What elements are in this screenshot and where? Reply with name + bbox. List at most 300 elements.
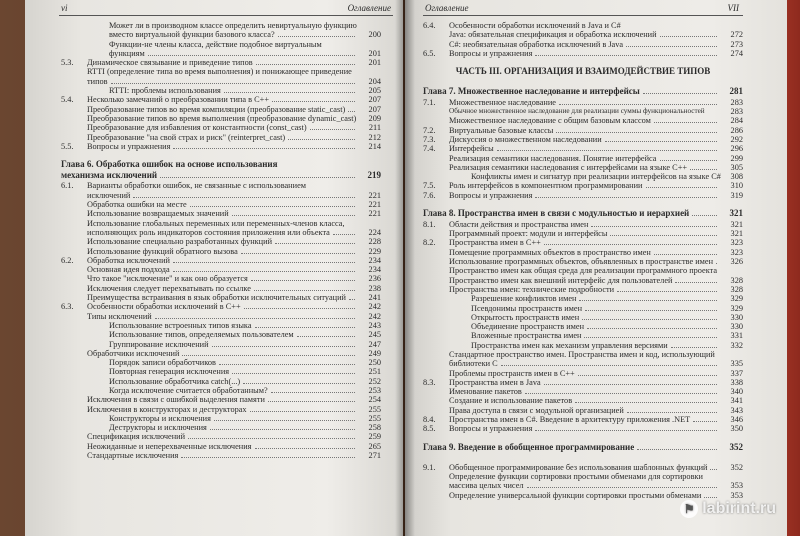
toc-row (61, 414, 381, 423)
toc-entry-title: Вопросы и упражнения (87, 141, 171, 151)
toc-leader-dots (582, 319, 717, 320)
toc-leader-dots (693, 421, 717, 422)
toc-entry-title: Обработка ошибки на месте (87, 200, 187, 210)
toc-section-number: 8.1. (423, 219, 436, 229)
toc-page-number: 229 (368, 246, 381, 256)
toc-entry-title: Что такое "исключение" и как оно образуется (87, 274, 248, 284)
toc-entry-title: Вопросы и упражнения (449, 48, 533, 58)
toc-leader-dots (654, 122, 717, 123)
toc-page-number: 242 (368, 302, 381, 312)
toc-entry-title: Интерфейсы (449, 144, 494, 154)
toc-entry-title: Множественное наследование с общим базовым классом (449, 116, 651, 126)
toc-page-number: 212 (368, 132, 381, 142)
toc-row (423, 238, 743, 247)
toc-row (423, 40, 743, 49)
toc-section-number: 8.3. (423, 377, 436, 387)
toc-entry-title: Преобразование "на свой страх и риск" (reinterpret_cast) (87, 132, 286, 142)
toc-row (61, 142, 381, 151)
toc-page-number: 258 (368, 423, 381, 433)
toc-leader-dots (626, 46, 717, 47)
toc-leader-dots (585, 310, 717, 311)
toc-entry-title: Именование пакетов (449, 387, 522, 397)
toc-page-number: 352 (730, 462, 743, 472)
toc-entry-title: Объединение пространств имен (471, 322, 585, 332)
toc-page-number: 321 (730, 229, 743, 239)
toc-leader-dots (610, 235, 717, 236)
toc-leader-dots (575, 402, 717, 403)
toc-leader-dots (579, 300, 717, 301)
toc-leader-dots (605, 141, 717, 142)
toc-page-number: 273 (730, 39, 743, 49)
toc-section-number: 5.4. (61, 95, 74, 105)
toc-row (423, 116, 743, 125)
toc-leader-dots (544, 384, 717, 385)
toc-leader-dots (716, 263, 717, 264)
toc-entry-title: Группирование исключений (109, 339, 209, 349)
toc-row (423, 350, 743, 359)
toc-leader-dots (643, 93, 717, 94)
toc-page-number: 281 (729, 86, 743, 97)
toc-row (423, 491, 743, 500)
toc-section-number: 6.2. (61, 255, 74, 265)
toc-chapter-title: Глава 6. Обработка ошибок на основе использования (61, 159, 278, 170)
toc-page-number: 200 (368, 30, 381, 40)
toc-leader-dots (212, 346, 355, 347)
toc-page-number: 219 (367, 169, 381, 180)
toc-entry-title: C#: необязательная обработка исключений в Java (449, 39, 624, 49)
toc-page-number: 221 (368, 200, 381, 210)
toc-page-number: 265 (368, 441, 381, 451)
toc-entry-title: Помещение программных объектов в пространство имен (449, 247, 651, 257)
toc-row (423, 331, 743, 340)
toc-page-number: 337 (730, 368, 743, 378)
toc-row (61, 395, 381, 404)
toc-entry-title: Вопросы и упражнения (449, 190, 533, 200)
toc-row (423, 144, 743, 153)
toc-leader-dots (268, 401, 355, 402)
toc-row (423, 294, 743, 303)
toc-leader-dots (627, 412, 717, 413)
toc-page-number: 255 (368, 413, 381, 423)
toc-leader-dots (210, 429, 355, 430)
toc-entry-title: Динамическое связывание и приведение типов (87, 58, 253, 68)
toc-page-number: 310 (730, 181, 743, 191)
toc-row (61, 95, 381, 104)
toc-row (423, 424, 743, 433)
right-header-rule (423, 15, 743, 16)
toc-entry-title: Порядок записи обработчиков (109, 358, 216, 368)
toc-chapter-row (423, 67, 743, 78)
toc-entry-title: Определение универсальной функции сортировки простыми обменами (449, 490, 702, 500)
toc-row (61, 58, 381, 67)
toc-row (61, 181, 381, 190)
toc-page-number: 201 (368, 58, 381, 68)
toc-entry-title: Множественное наследование (449, 97, 556, 107)
toc-chapter-row (423, 209, 743, 220)
toc-entry-title: массива целых чисел (449, 481, 524, 491)
toc-row (423, 172, 743, 181)
toc-row (423, 154, 743, 163)
toc-row (423, 266, 743, 275)
toc-row (61, 49, 381, 58)
toc-row (423, 49, 743, 58)
toc-entry-title: Преобразование типов во время выполнения (преобразование dynamic_cast) (87, 113, 357, 123)
toc-leader-dots (704, 497, 717, 498)
toc-entry-title: Проблемы пространств имен в C++ (449, 368, 575, 378)
toc-entry-title: RTTI: проблемы использования (109, 86, 221, 96)
toc-leader-dots (692, 215, 717, 216)
toc-leader-dots (232, 215, 355, 216)
toc-entry-title: функциям (109, 48, 145, 58)
toc-entry-title: Преобразование типов во время компиляции (преобразование static_cast) (87, 104, 346, 114)
toc-page-number: 308 (730, 172, 743, 182)
toc-leader-dots (278, 36, 355, 37)
toc-row (61, 423, 381, 432)
toc-leader-dots (525, 393, 717, 394)
toc-row (423, 369, 743, 378)
label-icon: ⚑ (680, 500, 698, 518)
toc-page-number: 207 (368, 104, 381, 114)
toc-leader-dots (660, 36, 717, 37)
toc-row (423, 126, 743, 135)
toc-page-number: 272 (730, 30, 743, 40)
toc-entry-title: Стандартное пространство имен. Пространства имен и код, использующий (449, 350, 715, 359)
toc-row (61, 219, 381, 228)
toc-page-number: 284 (730, 116, 743, 126)
toc-leader-dots (690, 169, 717, 170)
toc-row (61, 330, 381, 339)
toc-page-number: 296 (730, 144, 743, 154)
toc-row (423, 163, 743, 172)
toc-page-number: 259 (368, 432, 381, 442)
toc-row (61, 340, 381, 349)
toc-leader-dots (544, 244, 717, 245)
right-page-number: VII (727, 3, 739, 13)
toc-page-number: 352 (729, 441, 743, 452)
toc-section-number: 5.3. (61, 58, 74, 68)
toc-entry-title: Использование обработчика catch(...) (109, 376, 241, 386)
toc-row (61, 358, 381, 367)
toc-leader-dots (148, 55, 355, 56)
toc-entry-title: исполняющих роль индикаторов состояния приложения или объекта (87, 227, 330, 237)
toc-section-number: 6.1. (61, 181, 74, 191)
toc-row (423, 191, 743, 200)
toc-chapter-title: Глава 8. Пространства имен в связи с модульностью и иерархией (423, 208, 690, 219)
toc-row (423, 396, 743, 405)
toc-entry-title: вместо виртуальной функции базового класса? (109, 30, 275, 40)
toc-row (423, 257, 743, 266)
toc-leader-dots (535, 430, 717, 431)
toc-page-number: 299 (730, 153, 743, 163)
toc-entry-title: типов (87, 76, 108, 86)
toc-page-number: 353 (730, 481, 743, 491)
toc-leader-dots (188, 438, 355, 439)
toc-page-number: 221 (368, 209, 381, 219)
toc-row (423, 406, 743, 415)
toc-section-number: 7.3. (423, 134, 436, 144)
toc-page-number: 326 (730, 257, 743, 267)
toc-row (423, 463, 743, 472)
toc-page-number: 350 (730, 424, 743, 434)
toc-leader-dots (181, 457, 355, 458)
toc-section-number: 8.5. (423, 424, 436, 434)
toc-leader-dots (637, 449, 717, 450)
right-page (405, 0, 787, 536)
toc-page-number: 249 (368, 348, 381, 358)
toc-page-number: 346 (730, 415, 743, 425)
toc-row (423, 229, 743, 238)
toc-section-number: 8.4. (423, 415, 436, 425)
toc-page-number: 207 (368, 95, 381, 105)
toc-leader-dots (584, 337, 717, 338)
toc-leader-dots (578, 375, 717, 376)
toc-leader-dots (255, 327, 355, 328)
toc-section-number: 6.4. (423, 21, 436, 30)
toc-page-number: 201 (368, 48, 381, 58)
toc-entry-title: Использование специально разработанных функций (87, 237, 273, 247)
toc-page-number: 253 (368, 385, 381, 395)
left-page (25, 0, 403, 536)
toc-leader-dots (527, 487, 717, 488)
toc-entry-title: Пространства имен в C#. Введение в архитектуру приложения .NET (449, 415, 691, 425)
toc-chapter-row (423, 443, 743, 454)
toc-row (61, 265, 381, 274)
toc-entry-title: Пространства имен: технические подробности (449, 284, 615, 294)
toc-row (61, 67, 381, 76)
toc-entry-title: Функции-не члены класса, действие подобное виртуальным (109, 39, 322, 49)
toc-entry-title: Обобщенное программирование без использования шаблонных функций (449, 462, 708, 472)
toc-row (61, 367, 381, 376)
toc-leader-dots (275, 243, 355, 244)
toc-page-number: 274 (730, 48, 743, 58)
toc-leader-dots (556, 132, 717, 133)
toc-page-number: 209 (368, 113, 381, 123)
toc-leader-dots (710, 469, 717, 470)
toc-leader-dots (232, 373, 355, 374)
toc-entry-title: Пространства имен как механизм управления версиями (471, 340, 668, 350)
toc-leader-dots (497, 150, 717, 151)
toc-entry-title: Неожиданные и неперехваченные исключения (87, 441, 252, 451)
toc-page-number: 236 (368, 274, 381, 284)
toc-leader-dots (111, 83, 355, 84)
toc-entry-title: Обработка исключений (87, 255, 170, 265)
toc-page-number: 214 (368, 141, 381, 151)
toc-entry-title: Особенности обработки исключений в C++ (87, 302, 241, 312)
toc-row (61, 349, 381, 358)
toc-page-number: 283 (730, 97, 743, 107)
toc-entry-title: Обработчики исключений (87, 348, 180, 358)
toc-page-number: 238 (368, 283, 381, 293)
toc-row (61, 247, 381, 256)
toc-entry-title: Пространства имен в Java (449, 377, 541, 387)
toc-row (423, 341, 743, 350)
toc-section-number: 5.5. (61, 141, 74, 151)
toc-section-number: 7.1. (423, 97, 436, 107)
toc-page-number: 224 (368, 227, 381, 237)
toc-page-number: 332 (730, 340, 743, 350)
toc-entry-title: Исключения в конструкторах и деструкторах (87, 404, 247, 414)
toc-row (61, 293, 381, 302)
toc-row (61, 86, 381, 95)
toc-leader-dots (654, 254, 717, 255)
toc-row (61, 30, 381, 39)
toc-leader-dots (250, 411, 355, 412)
toc-leader-dots (587, 328, 717, 329)
toc-entry-title: Пространства имен в C++ (449, 238, 541, 248)
toc-page-number: 252 (368, 376, 381, 386)
toc-row (61, 312, 381, 321)
toc-leader-dots (254, 290, 355, 291)
toc-entry-title: Псевдонимы пространств имен (471, 303, 583, 313)
toc-row (423, 220, 743, 229)
toc-entry-title: Реализация семантики наследования. Понятие интерфейса (449, 153, 657, 163)
toc-row (61, 386, 381, 395)
toc-row (61, 377, 381, 386)
toc-page-number: 234 (368, 255, 381, 265)
toc-row (61, 284, 381, 293)
toc-row (61, 256, 381, 265)
toc-entry-title: Виртуальные базовые классы (449, 125, 554, 135)
toc-row (61, 21, 381, 30)
toc-leader-dots (255, 448, 356, 449)
toc-entry-title: Варианты обработки ошибок, не связанные с использованием (87, 181, 307, 191)
left-running-header: Оглавление (347, 3, 391, 13)
toc-row (61, 200, 381, 209)
toc-page-number: 338 (730, 377, 743, 387)
toc-leader-dots (660, 160, 718, 161)
toc-page-number: 251 (368, 367, 381, 377)
toc-leader-dots (173, 262, 355, 263)
toc-leader-dots (243, 383, 355, 384)
toc-leader-dots (297, 336, 355, 337)
toc-entry-title: Особенности обработки исключений в Java и C# (449, 21, 621, 30)
toc-leader-dots (646, 187, 718, 188)
toc-row (423, 359, 743, 368)
toc-page-number: 242 (368, 311, 381, 321)
toc-leader-dots (349, 299, 355, 300)
toc-entry-title: Обычное множественное наследование для реализации суммы функциональностей (449, 107, 705, 116)
toc-page-number: 241 (368, 293, 381, 303)
toc-entry-title: Использование возвращаемых значений (87, 209, 229, 219)
toc-page-number: 321 (730, 219, 743, 229)
toc-entry-title: Java: обязательная спецификация и обработка исключений (449, 30, 657, 40)
toc-row (61, 133, 381, 142)
toc-row (423, 313, 743, 322)
toc-entry-title: Открытость пространств имен (471, 312, 580, 322)
toc-page-number: 319 (730, 190, 743, 200)
toc-leader-dots (675, 282, 717, 283)
toc-leader-dots (559, 104, 717, 105)
toc-entry-title: Использование глобальных переменных или переменных-членов класса, (87, 218, 345, 228)
toc-entry-title: Использование встроенных типов языка (109, 320, 252, 330)
toc-page-number: 328 (730, 275, 743, 285)
toc-row (61, 237, 381, 246)
toc-row (61, 77, 381, 86)
toc-entry-title: Пространство имен как внешний интерфейс для пользователей (449, 275, 673, 285)
toc-entry-title: Права доступа в связи с модульной организацией (449, 405, 624, 415)
toc-page-number: 341 (730, 396, 743, 406)
toc-page-number: 283 (730, 107, 743, 117)
toc-leader-dots (591, 226, 717, 227)
toc-page-number: 247 (368, 339, 381, 349)
toc-row (423, 387, 743, 396)
toc-leader-dots (155, 318, 355, 319)
toc-leader-dots (310, 129, 355, 130)
toc-leader-dots (288, 139, 355, 140)
toc-entry-title: Конструкторы и исключения (109, 413, 211, 423)
book-gutter (395, 0, 415, 536)
toc-entry-title: Реализация семантики наследования с интерфейсами на языке C++ (449, 162, 688, 172)
left-page-number: vi (61, 3, 68, 13)
toc-page-number: 271 (368, 451, 381, 461)
toc-entry-title: Создание и использование пакетов (449, 396, 573, 406)
toc-chapter-title: Глава 9. Введение в обобщенное программирование (423, 441, 635, 452)
toc-leader-dots (671, 347, 717, 348)
toc-page-number: 243 (368, 320, 381, 330)
toc-entry-title: Пространство имен как общая среда для реализации программного проекта (449, 266, 718, 276)
toc-row (423, 30, 743, 39)
right-toc (405, 21, 787, 500)
toc-row (61, 114, 381, 123)
toc-entry-title: Когда исключение считается обработанным? (109, 385, 268, 395)
toc-row (61, 451, 381, 460)
toc-row (423, 248, 743, 257)
toc-page-number: 254 (368, 395, 381, 405)
toc-row (61, 442, 381, 451)
toc-row (61, 40, 381, 49)
toc-entry-title: Повторная генерация исключения (109, 367, 230, 377)
toc-chapter-title: механизма исключений (61, 169, 158, 180)
toc-entry-title: Разрешение конфликтов имен (471, 294, 577, 304)
toc-entry-title: Спецификация исключений (87, 432, 186, 442)
toc-page-number: 330 (730, 322, 743, 332)
toc-section-number: 6.5. (423, 48, 436, 58)
toc-entry-title: Исключения в связи с ошибкой выделения памяти (87, 395, 265, 405)
toc-entry-title: Стандартные исключения (87, 451, 179, 461)
toc-row (61, 228, 381, 237)
toc-page-number: 329 (730, 303, 743, 313)
toc-row (423, 453, 743, 462)
toc-leader-dots (224, 92, 355, 93)
toc-chapter-row (61, 171, 381, 182)
toc-row (423, 181, 743, 190)
toc-section-number: 6.3. (61, 302, 74, 312)
toc-page-number: 331 (730, 331, 743, 341)
toc-section-number: 7.6. (423, 190, 436, 200)
toc-entry-title: Использование программных объектов, объявленных в пространстве имен (449, 257, 714, 267)
toc-leader-dots (190, 206, 355, 207)
toc-chapter-title: Глава 7. Множественное наследование и интерфейсы (423, 86, 640, 97)
toc-section-number: 7.2. (423, 125, 436, 135)
toc-entry-title: Программный проект: модули и интерфейсы (449, 229, 608, 239)
toc-entry-title: библиотеки C (449, 359, 498, 369)
watermark-text: labirint.ru (702, 500, 776, 517)
toc-row (423, 135, 743, 144)
toc-row (423, 304, 743, 313)
toc-entry-title: Дискуссия о множественном наследовании (449, 134, 602, 144)
toc-entry-title: Преимущества встраивания в язык обработки исключительных ситуаций (87, 293, 346, 303)
toc-row (61, 123, 381, 132)
toc-row (61, 274, 381, 283)
toc-chapter-title: ЧАСТЬ III. ОРГАНИЗАЦИЯ И ВЗАИМОДЕЙСТВИЕ ТИПОВ (455, 66, 711, 77)
toc-entry-title: Основная идея подхода (87, 265, 170, 275)
toc-page-number: 292 (730, 134, 743, 144)
toc-row (423, 98, 743, 107)
toc-leader-dots (160, 177, 355, 178)
toc-entry-title: Деструкторы и исключения (109, 423, 207, 433)
toc-page-number: 211 (368, 123, 381, 133)
toc-leader-dots (173, 271, 355, 272)
